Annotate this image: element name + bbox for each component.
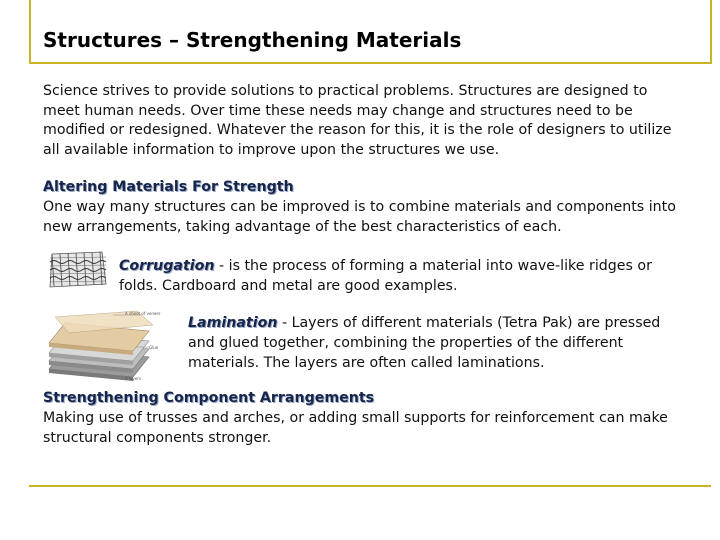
laminated-layers-illustration [41,303,179,385]
corrugation-term: Corrugation [119,258,215,274]
lamination-description [188,313,688,373]
intro-paragraph: Science strives to provide solutions to practical problems. Structures are designed to meet human needs. Over time these needs may change and structures need to be modified or redesigned. Whatever the reason for this, it is the role of designers to utilize all available information to improve upon the structures we use. [43,83,672,158]
arrangements-paragraph: Making use of trusses and arches, or adding small supports for reinforcement can make structural components stronger. [43,410,668,446]
lamination-term: Lamination [188,315,278,331]
arrangements-heading: Strengthening Component Arrangements [43,390,375,406]
altering-paragraph: One way many structures can be improved is to combine materials and components into new arrangements, taking advantage of the best characteristics of each. [43,199,676,235]
corrugation-text: - is the process of forming a material into wave-like ridges or folds. Cardboard and metal are good examples. [119,258,652,294]
svg-text:3 layers: 3 layers [125,376,141,381]
page-title: Structures – Strengthening Materials [43,28,462,52]
svg-text:A sheet of veneer: A sheet of veneer [125,311,161,316]
svg-text:Glue: Glue [149,345,159,350]
footer-rule [29,485,711,487]
lamination-text: - Layers of different materials (Tetra Pak) are pressed and glued together, combining the properties of the different materials. The layers are often called laminations. [188,315,661,371]
right-accent-rule [710,0,712,64]
corrugation-description [119,256,679,296]
corrugated-cardboard-illustration [46,250,108,290]
left-accent-rule [29,0,31,64]
altering-heading: Altering Materials For Strength [43,179,294,195]
title-underline-rule [29,62,711,64]
